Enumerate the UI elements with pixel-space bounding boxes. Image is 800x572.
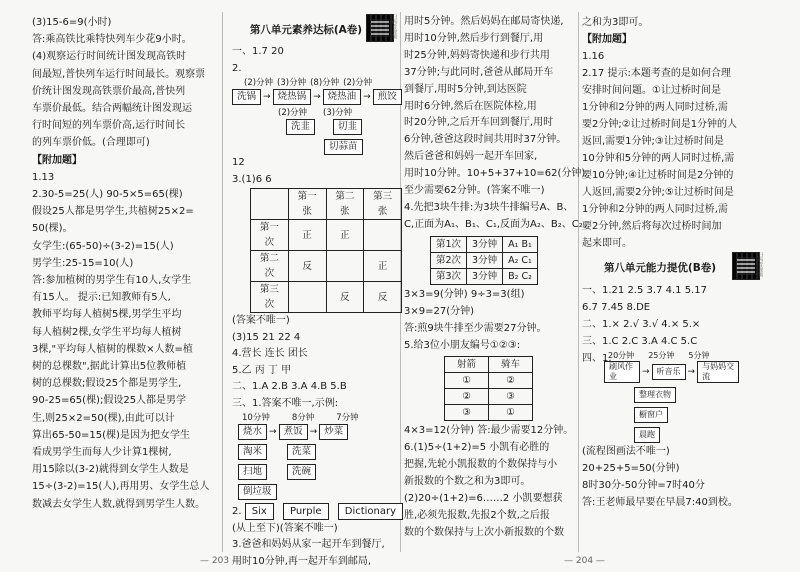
arrow-right-icon: →: [313, 92, 321, 102]
table-cell: 第2次: [431, 252, 467, 268]
text-line: 算出65-50=15(棵)是因为把女学生: [32, 429, 190, 441]
table-cell: 3分钟: [467, 268, 503, 284]
text-line: 返回,需要1分钟;③让过桥时间是: [582, 136, 724, 147]
text-line: 起来即可。: [582, 238, 632, 249]
table-cell: 第二次: [251, 251, 289, 282]
flow-time-label: (2)分钟: [343, 78, 373, 88]
table-header: 第一张: [288, 189, 326, 220]
flow-box: 洗碗: [287, 464, 316, 480]
table-cell: 反: [326, 282, 364, 313]
table-cell: 第3次: [431, 268, 467, 284]
text-line: 时20分钟,之后开车回到餐厅,用时: [404, 117, 554, 129]
text-line: 生,则25×2=50(棵),由此可以计: [32, 412, 175, 424]
text-line: 至少需要62分钟。(答案不唯一): [404, 185, 545, 197]
text-line: 时25分钟,妈妈寄快递和步行共用: [404, 49, 550, 61]
word-box: Dictionary: [338, 503, 403, 520]
text-line: 三、1.C 2.C 3.A 4.C 5.C: [582, 336, 698, 347]
flow-box: 晨跑: [634, 427, 660, 443]
text-line: 要2分钟,然后将每次过桥时间加: [582, 221, 722, 232]
text-line: 女学生:(65-50)÷(3-2)=15(人): [32, 240, 174, 252]
flow-box: 烧热油: [323, 89, 362, 105]
table-row: [431, 236, 538, 252]
table-header: [251, 189, 289, 220]
column-1: [32, 14, 210, 554]
text-line: 胜,必须先报数,先报2个数,之后报: [404, 509, 550, 521]
text-line: 用时5分钟。然后妈妈在邮局寄快递,: [404, 16, 564, 27]
text-line: 到餐厅,用时5分钟,到达医院: [404, 83, 527, 95]
text-line: 37分钟;与此同时,爸爸从邮局开车: [404, 66, 554, 78]
column-3: [404, 14, 593, 554]
flow-box: 整理衣物: [634, 387, 676, 403]
table-cell: B₂ C₂: [503, 268, 538, 284]
text-line: 2.17 提示:本题考查的是如何合理: [582, 68, 731, 79]
text-line: 5.乙 丙 丁 甲: [232, 364, 292, 376]
flow-box: 烧热锅: [273, 89, 312, 105]
arrow-right-icon: →: [687, 366, 696, 377]
column-divider: [578, 12, 579, 552]
text-line: 间最短,普快列车运行时间最长。观察票: [32, 68, 206, 80]
text-line: 之和为3即可。: [582, 17, 649, 28]
arrow-right-icon: →: [309, 427, 318, 437]
flow-time-label: (2)分钟: [244, 78, 274, 88]
text-line: 用时6分钟,然后在医院体检,用: [404, 100, 537, 112]
table-cell: ①: [489, 405, 533, 421]
table-cell: 反: [288, 251, 326, 282]
text-line: 用15除以(3-2)就得到女学生人数是: [32, 464, 189, 476]
text-line: 15÷(3-2)=15(人),再用男、女学生总人: [32, 481, 210, 493]
text-line: 用时10分钟,再一起开车到邮局,: [232, 555, 372, 567]
text-line: 12: [232, 157, 245, 168]
text-line: 然后爸爸和妈妈一起开车回家,: [404, 151, 538, 163]
flow-time-label: 5分钟: [688, 351, 710, 360]
flow-box: 切韭: [333, 119, 362, 135]
word-box: Six: [245, 503, 274, 520]
flow-box: 洗锅: [232, 89, 261, 105]
text-line: 每人植树2棵,女学生平均每人植树: [32, 326, 182, 338]
table-cell: [288, 282, 326, 313]
table-cell: 正: [364, 251, 402, 282]
flowchart-cooking: [232, 77, 402, 155]
text-line: (答案不唯一): [232, 315, 290, 326]
table-row: [445, 357, 533, 373]
text-line: 新报数的个数之和为3即可。: [404, 476, 531, 488]
text-line: 50(棵)。: [32, 223, 73, 235]
text-line: 1分钟和2分钟的两人同时过桥,需: [582, 102, 728, 113]
flow-box: 煮饭: [279, 424, 308, 440]
text-line: 一、1.21 2.5 3.7 4.1 5.17: [582, 285, 707, 296]
text-line: 用时10分钟。10+5+37+10=62(分钟): [404, 168, 586, 180]
table-cell: ③: [445, 405, 489, 421]
text-line: 4.营长 连长 团长: [232, 348, 308, 359]
flow-box: 听音乐: [652, 364, 686, 380]
coin-table: [250, 188, 402, 313]
table-cell: 正: [326, 220, 364, 251]
flow-box: 淘米: [238, 444, 267, 460]
table-cell: A₂ C₁: [503, 252, 538, 268]
flow-time-label: 7分钟: [336, 413, 359, 423]
text-line: 看成男学生而每人少计算1棵树,: [32, 447, 172, 459]
text-line: 树的总棵数;假设25个都是男学生,: [32, 378, 182, 390]
text-line: 6.(1)5÷(1+2)=5 小凯有必胜的: [404, 442, 550, 454]
unit-header: [582, 252, 768, 282]
table-cell: ③: [489, 389, 533, 405]
word-box: Purple: [283, 503, 329, 520]
text-line: 树的总棵数",据此计算出5位教师植: [32, 361, 187, 373]
word-answers: [232, 503, 402, 521]
table-row: [445, 373, 533, 389]
table-cell: 第1次: [431, 236, 467, 252]
text-line: 行时间短的列车票价高,运行时间长: [32, 120, 186, 132]
flowchart-chores: [232, 412, 402, 500]
table-cell: 正: [288, 220, 326, 251]
table-row: [251, 220, 402, 251]
section-heading: 【附加题】: [582, 34, 632, 45]
text-line: 人返回,需要2分钟;⑤让过桥时间是: [582, 187, 734, 198]
text-line: 20+25+5=50(分钟): [582, 463, 680, 474]
page-number: — 204 —: [564, 556, 605, 566]
column-divider: [222, 12, 223, 552]
text-line: (流程图画法不唯一): [582, 446, 670, 457]
table-cell: ②: [445, 389, 489, 405]
text-line: 4.先把3块牛排:为3块牛排编号A、B、: [404, 201, 574, 213]
flow-box: 洗菜: [287, 444, 316, 460]
text-line: 3.爸爸和妈妈从家一起开车到餐厅,: [232, 539, 385, 550]
column-4: [582, 14, 768, 554]
text-line: 价统计图发现高铁票价最高,普快列: [32, 85, 186, 97]
text-line: 数的个数保持与上次小新报数的个数: [404, 526, 564, 538]
text-line: 5.给3位小朋友编号①②③:: [404, 339, 521, 351]
table-row: [431, 268, 538, 284]
table-row: [445, 405, 533, 421]
text-line: C,正面为A₁、B₁、C₁,反面为A₂、B₂、C₂。: [404, 218, 593, 230]
text-line: 四、1.: [582, 353, 612, 364]
text-line: (从上至下)(答案不唯一): [232, 522, 338, 534]
arrow-right-icon: →: [269, 427, 277, 437]
text-line: 二、1.× 2.√ 3.√ 4.× 5.×: [582, 319, 701, 330]
flow-time-label: 8分钟: [291, 413, 315, 423]
flow-box: 倒垃圾: [238, 484, 277, 500]
text-line: 10分钟和5分钟的两人同时过桥,需: [582, 153, 735, 164]
text-line: 要10分钟;④让过桥时间是2分钟的: [582, 170, 734, 181]
text-line: 假设25人都是男学生,共植树25×2=: [32, 206, 194, 218]
text-line: 一、1.7 20: [232, 46, 284, 57]
text-line: 答:煎9块牛排至少需要27分钟。: [404, 322, 547, 334]
arrow-right-icon: →: [363, 92, 371, 102]
text-line: 男学生:25-15=10(人): [32, 257, 134, 269]
flow-box: 橱窗户: [634, 407, 668, 423]
flow-time-label: 10分钟: [242, 413, 270, 423]
flow-box: 刷风作业: [604, 361, 640, 383]
text-line: 有15人。 提示:已知教师有5人,: [32, 292, 171, 304]
text-line: 要2分钟;②让过桥时间是1分钟的人: [582, 119, 738, 130]
qr-caption: 扫码看视频: [391, 14, 397, 39]
flow-box: 煎饺: [373, 89, 402, 105]
flow-box: 与妈妈交流: [697, 361, 739, 383]
text-line: 用时10分钟,然后步行到餐厅,用: [404, 32, 544, 44]
text-line: (4)观察运行时间统计图发现高铁时: [32, 51, 187, 63]
unit-header: [232, 14, 402, 44]
column-2: [232, 14, 402, 567]
flow-box: 切蒜苗: [324, 139, 363, 155]
table-header: 骑车: [489, 357, 533, 373]
text-line: 6分钟,爸爸这段时间共用时37分钟。: [404, 134, 567, 146]
table-header: 第二张: [326, 189, 364, 220]
flow-box: 炒菜: [319, 424, 348, 440]
flow-box: 洗韭: [286, 119, 315, 135]
flow-time-label: (3)分钟: [277, 78, 307, 88]
table-cell: 第一次: [251, 220, 289, 251]
text-line: 3×9=27(分钟): [404, 305, 475, 317]
text-line: (3)15-6=9(小时): [32, 17, 112, 28]
flow-box: 扫地: [238, 464, 267, 480]
text-line: 教师平均每人植树5棵,男学生平均: [32, 309, 182, 321]
text-line: 2.: [232, 506, 242, 517]
text-line: 答:参加植树的男学生有10人,女学生: [32, 275, 192, 287]
text-line: 2.: [232, 62, 242, 74]
text-line: 3棵,"平均每人植树的棵数×人数=植: [32, 343, 193, 355]
table-header: 射箭: [445, 357, 489, 373]
table-cell: 反: [364, 282, 402, 313]
flow-time-label: (2)分钟: [278, 108, 308, 118]
text-line: 90-25=65(棵);假设25人都是男学: [32, 395, 187, 407]
text-line: 安排时间问题。①让过桥时间是: [582, 85, 721, 96]
text-line: 答:乘高铁比乘特快列车少花9小时。: [32, 34, 192, 46]
text-line: 8时30分-50分钟=7时40分: [582, 480, 705, 491]
flow-time-label: 20分钟: [608, 351, 635, 360]
unit-title: 第八单元素养达标(A卷): [249, 24, 363, 36]
table-cell: [326, 251, 364, 282]
text-line: 的列车票价低。(合理即可): [32, 137, 150, 149]
table-cell: [364, 220, 402, 251]
section-heading: 【附加题】: [32, 154, 82, 166]
text-line: 答:王老师最早要在早晨7:40到校。: [582, 497, 738, 508]
text-line: 三、1.答案不唯一,示例:: [232, 397, 339, 409]
text-line: 车票价最低。结合两幅统计图发现运: [32, 103, 192, 115]
text-line: 3.(1)6 6: [232, 173, 272, 185]
text-line: 1.13: [32, 171, 55, 183]
text-line: 6.7 7.45 8.DE: [582, 302, 651, 313]
unit-title: 第八单元能力提优(B卷): [603, 262, 717, 274]
table-cell: 3分钟: [467, 252, 503, 268]
text-line: 二、1.A 2.B 3.A 4.B 5.B: [232, 381, 347, 392]
text-line: 4×3=12(分钟) 答:最少需要12分钟。: [404, 425, 574, 437]
table-cell: ②: [489, 373, 533, 389]
text-line: 1.16: [582, 51, 605, 62]
table-cell: ①: [445, 373, 489, 389]
table-cell: 第三次: [251, 282, 289, 313]
table-row: [431, 252, 538, 268]
steak-table: [430, 236, 538, 285]
text-line: 把握,先轮小凯报数的个数保持与小: [404, 459, 558, 471]
table-row: [445, 389, 533, 405]
text-line: (2)20÷(1+2)=6……2 小凯要想获: [404, 493, 563, 505]
flow-box: 烧水: [238, 424, 267, 440]
arrow-right-icon: →: [263, 92, 271, 102]
text-line: 数减去女学生人数,就得到男学生人数。: [32, 498, 206, 510]
activity-table: [444, 356, 533, 421]
text-line: (3)15 21 22 4: [232, 331, 301, 343]
table-cell: 3分钟: [467, 236, 503, 252]
table-row: [251, 251, 402, 282]
text-line: 2.30-5=25(人) 90-5×5=65(棵): [32, 189, 183, 201]
text-line: 3×3=9(分钟) 9÷3=3(组): [404, 288, 525, 300]
page-number: — 203 —: [200, 556, 241, 566]
arrow-right-icon: →: [642, 366, 650, 377]
table-header: 第三张: [364, 189, 402, 220]
table-row: [251, 282, 402, 313]
table-cell: A₁ B₁: [503, 236, 538, 252]
text-line: 1分钟和2分钟的两人同时过桥,需: [582, 204, 728, 215]
flow-time-label: (8)分钟: [310, 78, 340, 88]
flow-time-label: 25分钟: [648, 351, 675, 360]
qr-caption: 扫码看视频: [757, 252, 763, 277]
flow-time-label: (3)分钟: [323, 108, 353, 118]
